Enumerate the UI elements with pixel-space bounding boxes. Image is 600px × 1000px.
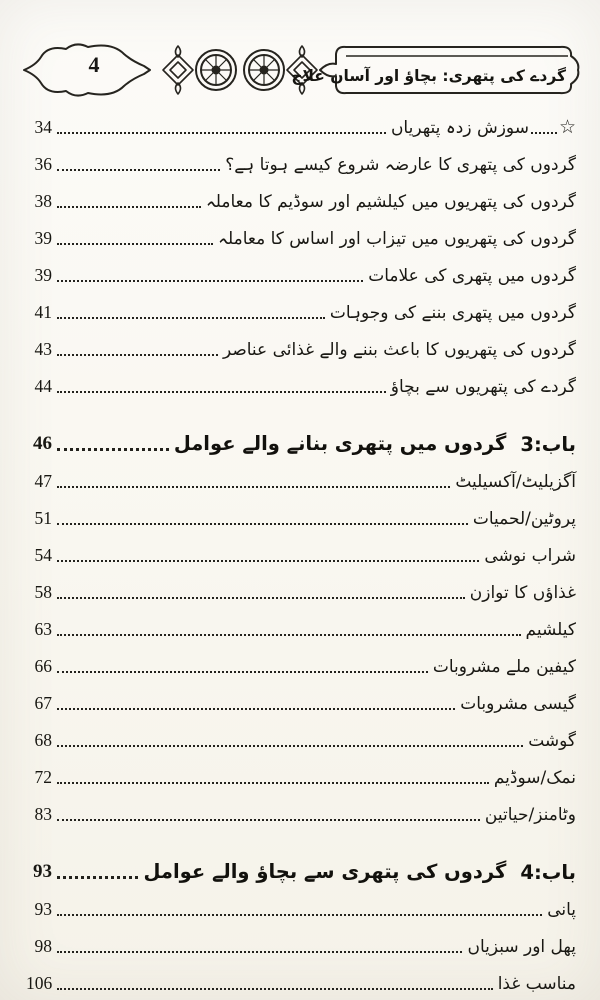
toc-entry [26,923,576,960]
toc-page-number: 47 [34,471,52,491]
toc-entry-title: آگزیلیٹ/آکسیلیٹ [455,471,576,492]
dotted-leader [57,354,218,356]
toc-entry [26,495,576,532]
toc-entry-title: وٹامنز/حیاتین [484,804,576,825]
toc-page-number: 39 [34,228,52,248]
dotted-leader [57,280,363,282]
dotted-leader [57,782,489,784]
toc-entry-title: گردوں کی پتھریوں میں تیزاب اور اساس کا معاملہ [218,228,576,249]
dotted-leader [57,317,325,319]
dotted-leader [57,988,492,990]
toc-page-number: 44 [34,376,52,396]
toc-entry-title: پھل اور سبزیاں [467,936,576,957]
toc-page-number: 67 [34,693,52,713]
toc-page-number: 41 [34,302,52,322]
toc-entry [26,532,576,569]
dotted-leader [57,745,523,747]
chapter-label: باب:3 [520,433,576,456]
toc-page-number: 46 [33,433,52,454]
dotted-leader [57,951,462,953]
toc-entry-title: گردوں میں پتھری کی علامات [368,265,576,286]
toc-page-number: 38 [34,191,52,211]
dotted-leader [57,169,220,171]
toc-entry [26,326,576,363]
toc-entry-title: نمک/سوڈیم [493,767,576,788]
toc-entry-title: گردوں میں پتھری بنانے والے عوامل [173,431,507,455]
toc-page-number: 34 [34,117,52,137]
toc-entry-title: گردوں کی پتھریوں میں کیلشیم اور سوڈیم کا معاملہ [205,191,576,212]
dotted-leader [57,914,542,916]
dotted-leader [57,671,428,673]
toc-entry [26,836,576,886]
dotted-leader [57,391,386,393]
dotted-leader [57,448,169,451]
dotted-leader [57,486,450,488]
toc-entry-title: گردوں کی پتھریوں کا باعث بننے والے غذائی عناصر [222,339,576,360]
toc-entry-title: غذاؤں کا توازن [469,582,576,603]
toc-entry [26,569,576,606]
toc-entry [26,754,576,791]
dotted-leader [57,597,465,599]
toc-entry-title: کیفین ملے مشروبات [432,656,576,677]
dotted-leader [57,819,480,821]
dotted-leader [57,132,386,134]
toc-entry-title: گردوں میں پتھری بننے کی وجوہات [329,302,576,323]
toc-entry [26,289,576,326]
dotted-leader [57,708,455,710]
dotted-leader [57,876,138,879]
toc-entry-title: سوزش زدہ پتھریاں [390,117,529,138]
toc-page-number: 68 [34,730,52,750]
page-header [20,34,582,106]
toc-entry [26,717,576,754]
star-icon: ☆ [558,116,576,138]
table-of-contents [26,104,576,997]
toc-entry [26,104,576,141]
toc-page-number: 66 [34,656,52,676]
toc-entry [26,252,576,289]
toc-page-number: 51 [34,508,52,528]
toc-entry [26,141,576,178]
toc-entry [26,791,576,828]
toc-entry [26,363,576,400]
toc-page-number: 39 [34,265,52,285]
toc-page-number: 43 [34,339,52,359]
toc-page-number: 106 [26,973,53,993]
toc-entry-title: گردوں کی پتھری سے بچاؤ والے عوامل [143,859,507,883]
toc-page-number: 36 [34,154,52,174]
toc-entry-title: گردے کی پتھریوں سے بچاؤ [390,376,576,397]
dotted-leader [57,243,213,245]
toc-entry [26,458,576,495]
page-number: 4 [88,52,100,77]
dotted-leader [57,560,479,562]
toc-page-number: 98 [34,936,52,956]
toc-page-number: 93 [34,899,52,919]
toc-entry-title: گوشت [528,730,576,751]
chapter-label: باب:4 [520,861,576,884]
toc-entry [26,960,576,997]
dotted-leader [57,206,201,208]
toc-entry [26,606,576,643]
toc-entry-title: پانی [547,899,576,920]
toc-page-number: 58 [34,582,52,602]
toc-page-number: 83 [34,804,52,824]
toc-entry-title: پروٹین/لحمیات [472,508,576,529]
toc-page-number: 93 [33,861,52,882]
toc-entry [26,643,576,680]
book-title: گردے کی پتھری: بچاؤ اور آسان علاج [291,67,566,85]
toc-entry [26,215,576,252]
toc-page-number: 63 [34,619,52,639]
toc-entry [26,178,576,215]
dotted-leader [57,634,521,636]
rosette-icon [196,50,236,90]
star-leader-dots [531,132,557,134]
toc-entry [26,680,576,717]
toc-page-number: 72 [34,767,52,787]
rosette-icon [244,50,284,90]
toc-page-number: 54 [34,545,52,565]
toc-entry-title: گردوں کی پتھری کا عارضہ شروع کیسے ہوتا ہے؟ [225,154,576,175]
toc-entry-title: مناسب غذا [497,973,576,994]
dotted-leader [57,523,468,525]
toc-entry-title: کیلشیم [525,619,576,640]
toc-entry [26,408,576,458]
toc-entry-title: گیسی مشروبات [460,693,576,714]
toc-entry-title: شراب نوشی [484,545,576,566]
toc-entry [26,886,576,923]
floral-diamond-icon [163,46,193,94]
